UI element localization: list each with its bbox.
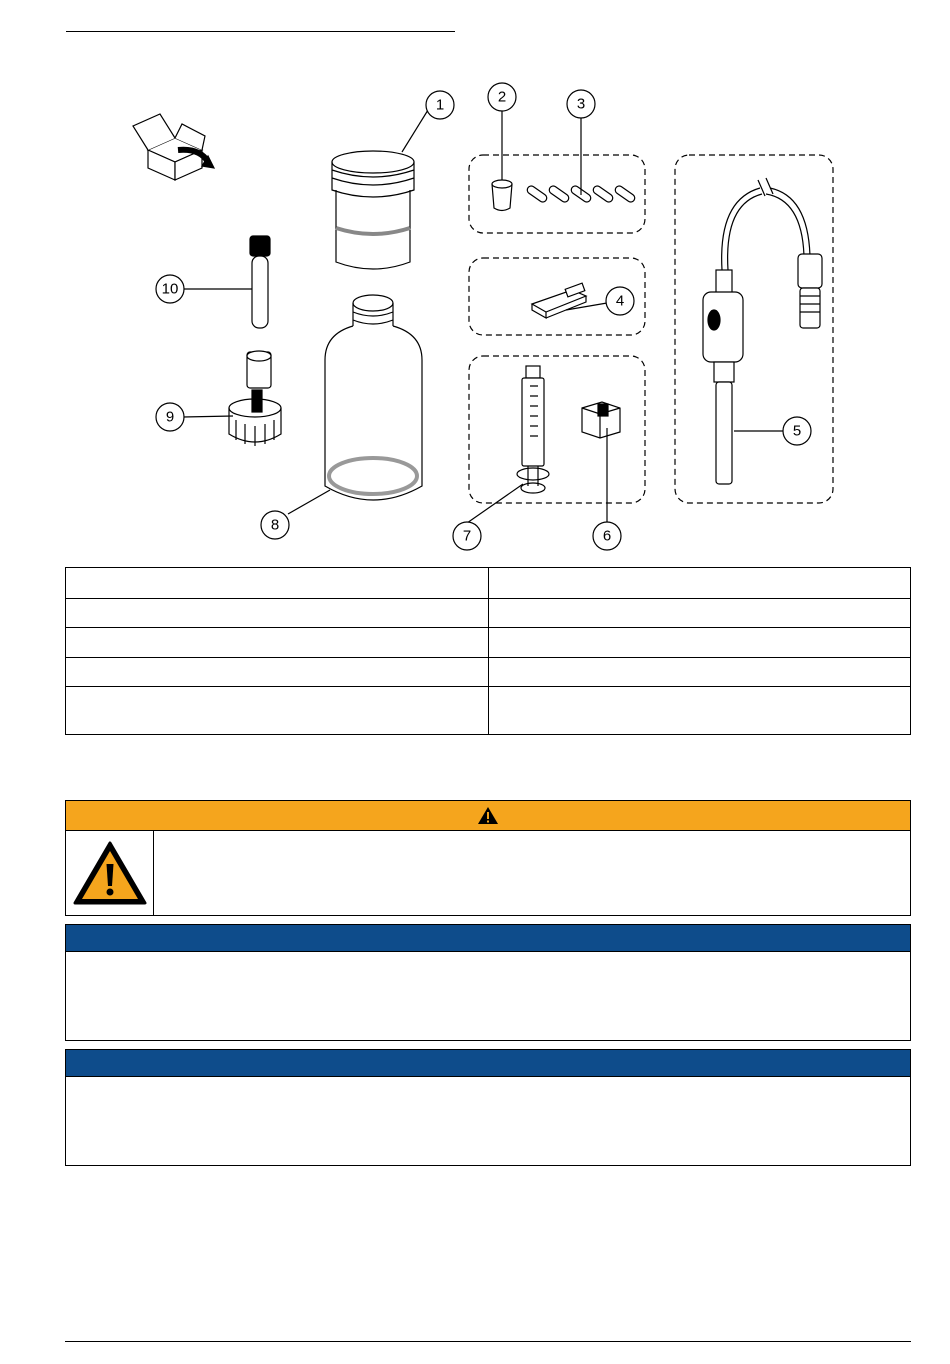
group-box-probe <box>675 155 833 503</box>
tube-illustration <box>250 236 270 328</box>
table-cell <box>66 687 489 735</box>
notice-box <box>65 924 911 1041</box>
callout-label: 10 <box>161 280 179 298</box>
table-cell <box>488 628 911 658</box>
cup-illustration <box>492 180 512 211</box>
warning-hazard-icon <box>72 840 148 906</box>
warning-icon-cell <box>66 831 154 915</box>
callout-label: 1 <box>435 96 445 114</box>
parts-illustration <box>0 60 950 560</box>
table-cell <box>488 599 911 628</box>
table-row <box>66 599 911 628</box>
bottle-illustration <box>325 295 422 500</box>
callout-label: 4 <box>615 292 625 310</box>
callout-label: 5 <box>792 422 802 440</box>
table-cell <box>66 658 489 687</box>
warning-triangle-icon <box>477 806 499 825</box>
callout-label: 6 <box>602 527 612 545</box>
notice-header <box>66 925 910 952</box>
warning-box <box>65 800 911 916</box>
table-cell <box>66 599 489 628</box>
table-row <box>66 568 911 599</box>
warning-text <box>154 831 910 915</box>
table-row <box>66 628 911 658</box>
notice-box <box>65 1049 911 1166</box>
cap-assembly-illustration <box>229 351 281 446</box>
jar-illustration <box>332 151 414 269</box>
table-cell <box>488 687 911 735</box>
callout-label: 8 <box>270 516 280 534</box>
callout-label: 7 <box>462 527 472 545</box>
notice-text <box>66 1077 910 1089</box>
callout-label: 2 <box>497 88 507 106</box>
header-rule <box>66 31 455 32</box>
notice-header <box>66 1050 910 1077</box>
table-cell <box>488 658 911 687</box>
warning-header <box>66 801 910 831</box>
box-icon <box>133 114 214 180</box>
table-row <box>66 687 911 735</box>
table-cell <box>66 628 489 658</box>
table-row <box>66 658 911 687</box>
usb-stick-illustration <box>532 283 586 318</box>
parts-table <box>65 567 911 735</box>
syringe-illustration <box>517 366 549 493</box>
notice-text <box>66 952 910 964</box>
callout-label: 3 <box>576 95 586 113</box>
footer-rule <box>65 1341 911 1342</box>
callout-label: 9 <box>165 408 175 426</box>
table-cell <box>66 568 489 599</box>
table-cell <box>488 568 911 599</box>
clip-illustration <box>582 402 620 438</box>
